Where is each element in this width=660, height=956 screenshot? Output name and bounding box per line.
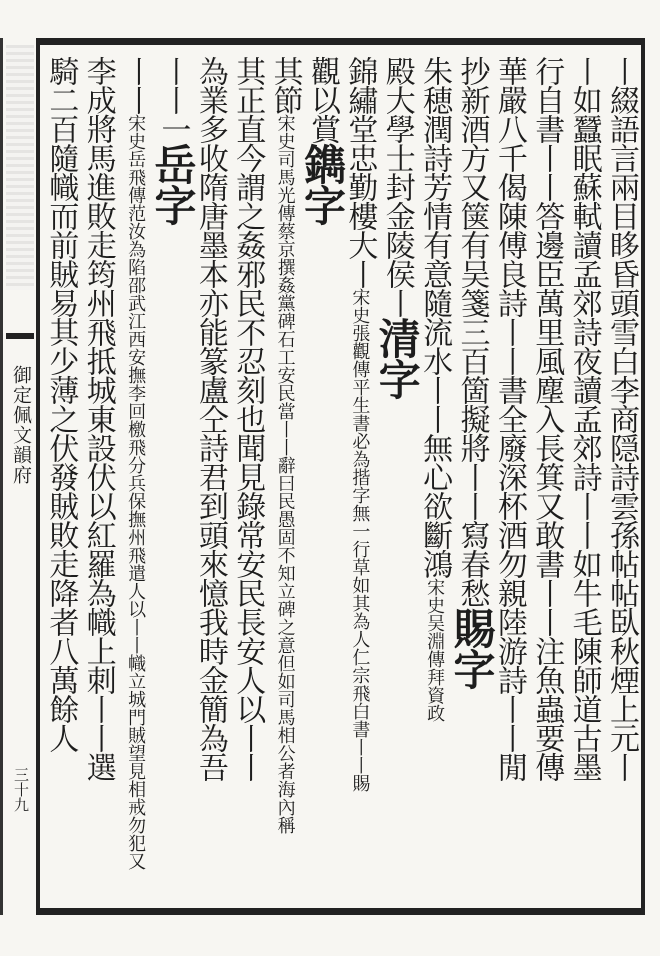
text-column-5 [447, 56, 497, 902]
column-text: 丨丨一 [155, 56, 191, 143]
text-column-7 [372, 56, 422, 902]
text-column-6 [416, 56, 453, 902]
column-text: 觀以賞 [305, 56, 340, 143]
text-column-11: 其正直今謂之姦邪民不忍刻也聞見錄常安民長安人以丨丨 [230, 56, 266, 781]
text-column-3: 行自書丨丨答邊臣萬里風塵入長箕又敢書丨丨注魚蟲要傳 [529, 56, 565, 781]
book-title: 御定佩文韻府 [10, 365, 32, 485]
gloss-yue: 宋史岳飛傳范汝為陷邵武江西安撫李回檄飛分兵保撫州飛遣人以丨丨幟立城門賊望見相戒勿犯又 [125, 114, 147, 870]
headword-ci: 賜字 [447, 607, 497, 689]
frame-left-rule [36, 38, 40, 915]
text-column-14 [117, 56, 154, 902]
gloss-juan: 宋史司馬光傳蔡京撰姦黨碑石工安民當丨丨辭曰民愚固不知立碑之意但如司馬相公者海內稱 [274, 114, 296, 834]
column-text: 其節 [267, 56, 303, 114]
column-text: 錦繡堂忠勤樓大丨 [342, 56, 378, 288]
column-text: 丨丨 [118, 56, 154, 114]
column-text: 殿大學士封金陵侯丨 [379, 56, 415, 317]
text-column-4: 華嚴八千偈陳傅良詩丨丨書全廢深杯酒勿親陸游詩丨丨閒 [491, 56, 527, 781]
text-column-16: 騎二百隨幟而前賊易其少薄之伏發賊敗走降者八萬餘人 [43, 56, 79, 752]
headword-yue: 岳字 [148, 143, 198, 225]
text-column-12: 為業多收隋唐墨本亦能篆盧仝詩君到頭來憶我時金簡為吾 [192, 56, 228, 781]
frame-bottom-rule [38, 908, 645, 915]
margin-bar [6, 333, 34, 339]
headword-juan: 鐫字 [298, 143, 347, 225]
fish-tail-ornament [6, 45, 34, 290]
text-column-2: 丨如蠶眠蘇軾讀孟郊詩夜讀孟郊詩丨丨如牛毛陳師道古墨 [566, 56, 602, 781]
page-margin [6, 45, 34, 905]
column-text: 抄新酒方又箧有吴箋三百箇擬將丨丨寫春愁 [454, 56, 490, 607]
text-column-9 [298, 56, 347, 902]
text-column-1: 丨綴語言兩目眵昏頭雪白李商隠詩雲孫帖帖臥秋煙上元丨 [604, 56, 639, 781]
folio-number: 三十九 [12, 767, 30, 812]
text-column-13 [148, 56, 198, 902]
gloss-qing: 宋史張觀傳平生書必為揩字無一行草如其為人仁宗飛白書丨丨賜 [349, 288, 371, 792]
text-column-15: 李成將馬進敗走筠州飛抵城東設伏以紅羅為幟上刺丨丨選 [80, 56, 116, 781]
text-column-10 [266, 56, 303, 902]
gloss-ci: 宋史吴淵傳拜資政 [424, 578, 446, 722]
column-text: 朱穂潤詩芳情有意隨流水丨丨無心欲斷鴻 [417, 56, 453, 578]
frame-outer-rule [0, 38, 3, 915]
headword-qing: 清字 [372, 317, 422, 399]
frame-right-rule [641, 38, 645, 915]
frame-top-rule [38, 38, 645, 45]
